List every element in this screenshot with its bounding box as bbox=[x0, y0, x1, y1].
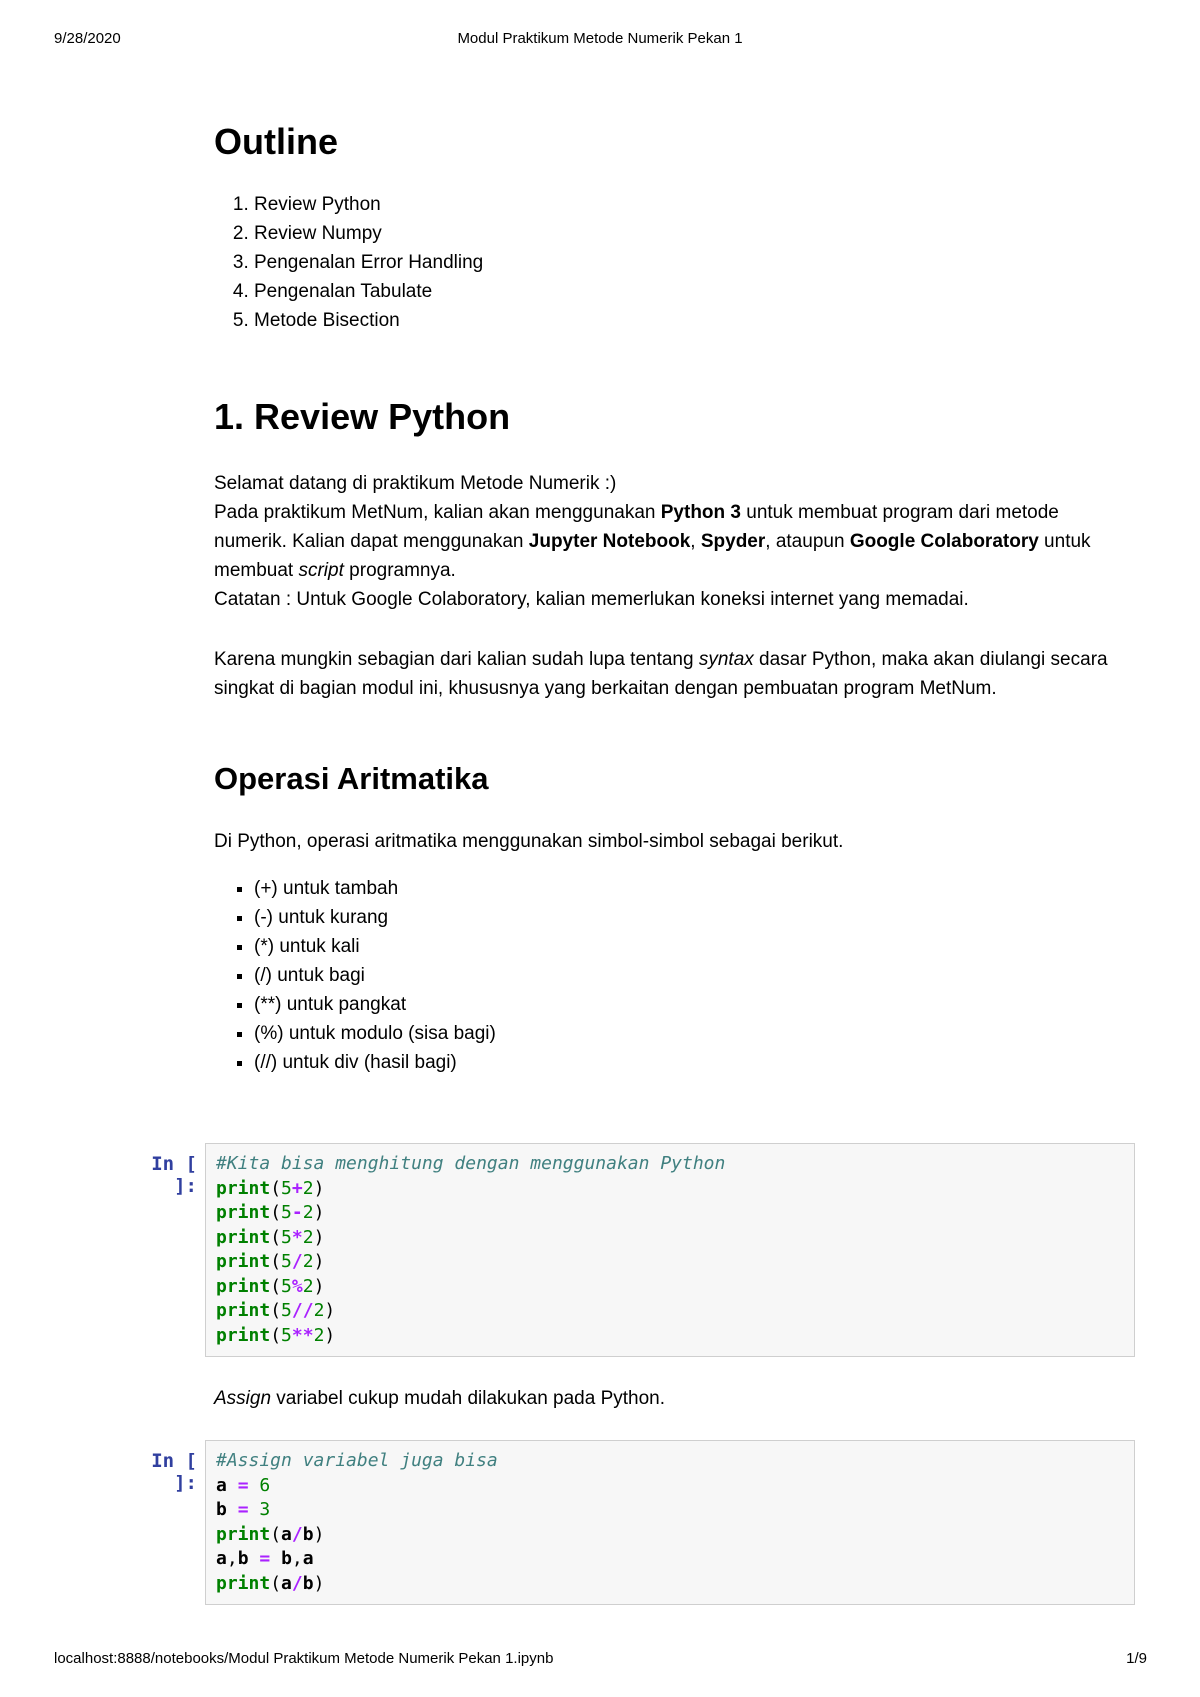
number: 2 bbox=[302, 1226, 314, 1248]
review-python-heading: 1. Review Python bbox=[214, 396, 511, 437]
outline-item: 4. Pengenalan Tabulate bbox=[254, 277, 1114, 306]
number: 2 bbox=[302, 1275, 314, 1297]
print-keyword: print bbox=[216, 1572, 271, 1594]
review-line-welcome: Selamat datang di praktikum Metode Numerik :) bbox=[214, 473, 617, 494]
review-text: Pada praktikum MetNum, kalian akan menggunakan bbox=[214, 502, 661, 523]
operator: / bbox=[291, 1523, 303, 1545]
page-footer-number: 1/9 bbox=[1126, 1650, 1147, 1667]
variable: b bbox=[237, 1548, 249, 1569]
number: 2 bbox=[313, 1324, 325, 1346]
aritmatika-item: ▪ (/) untuk bagi bbox=[254, 961, 1114, 990]
page-header-title: Modul Praktikum Metode Numerik Pekan 1 bbox=[457, 30, 743, 47]
variable: b bbox=[302, 1572, 314, 1594]
review-text: , bbox=[690, 531, 701, 552]
operator: ** bbox=[291, 1324, 314, 1346]
number: 5 bbox=[281, 1251, 292, 1272]
variable: a bbox=[216, 1474, 227, 1496]
aritmatika-item: ▪ (%) untuk modulo (sisa bagi) bbox=[254, 1019, 1114, 1048]
code-comment: #Assign variabel juga bisa bbox=[216, 1450, 498, 1471]
variable: a bbox=[216, 1548, 227, 1569]
operator: + bbox=[291, 1177, 303, 1199]
number: 2 bbox=[313, 1300, 325, 1321]
review-text: Karena mungkin sebagian dari kalian sudah lupa tentang bbox=[214, 649, 699, 670]
script-italic: script bbox=[298, 560, 344, 581]
number: 2 bbox=[302, 1177, 314, 1199]
review-text: untuk membuat program dari metode numerik. Kalian dapat menggunakan bbox=[214, 502, 1059, 552]
aritmatika-item: ▪ (*) untuk kali bbox=[254, 932, 1114, 961]
spyder-bold: Spyder bbox=[700, 531, 766, 552]
print-keyword: print bbox=[216, 1177, 271, 1199]
comma: , bbox=[291, 1548, 303, 1569]
number: 5 bbox=[281, 1324, 292, 1346]
review-paragraph-2 bbox=[214, 645, 1114, 703]
assign-italic: Assign bbox=[214, 1388, 272, 1409]
page-header-date: 9/28/2020 bbox=[54, 30, 121, 47]
outline-item: 5. Metode Bisection bbox=[254, 306, 1114, 335]
aritmatika-item: ▪ (+) untuk tambah bbox=[254, 874, 1114, 903]
outline-item: 2. Review Numpy bbox=[254, 219, 1114, 248]
print-keyword: print bbox=[216, 1202, 271, 1223]
code-cell-assign bbox=[117, 1440, 1137, 1605]
review-text: untuk membuat bbox=[214, 531, 1091, 581]
review-note: Catatan : Untuk Google Colaboratory, kalian memerlukan koneksi internet yang memadai. bbox=[214, 589, 969, 610]
aritmatika-item: ▪ (**) untuk pangkat bbox=[254, 990, 1114, 1019]
code-comment: #Kita bisa menghitung dengan menggunakan Python bbox=[216, 1153, 726, 1174]
print-keyword: print bbox=[216, 1324, 271, 1346]
outline-list bbox=[214, 190, 1114, 335]
cell-prompt: In [ ]: bbox=[151, 1450, 197, 1494]
operator: * bbox=[291, 1226, 303, 1248]
print-keyword: print bbox=[216, 1275, 271, 1297]
print-keyword: print bbox=[216, 1300, 271, 1321]
print-keyword: print bbox=[216, 1251, 271, 1272]
code-input-assign[interactable]: #Assign variabel juga bisa a = 6 b = 3 print(a/b) a,b = b,a print(a/b) bbox=[205, 1440, 1135, 1605]
print-keyword: print bbox=[216, 1226, 271, 1248]
operator: / bbox=[291, 1572, 303, 1594]
number: 5 bbox=[281, 1177, 292, 1199]
number: 5 bbox=[281, 1202, 292, 1223]
outline-heading: Outline bbox=[214, 121, 338, 162]
aritmatika-item: ▪ (//) untuk div (hasil bagi) bbox=[254, 1048, 1114, 1077]
syntax-italic: syntax bbox=[698, 649, 754, 670]
outline-item: 1. Review Python bbox=[254, 190, 1114, 219]
variable: a bbox=[302, 1548, 314, 1569]
number: 2 bbox=[302, 1251, 314, 1272]
print-keyword: print bbox=[216, 1523, 271, 1545]
colab-bold: Google Colaboratory bbox=[849, 531, 1039, 552]
number: 5 bbox=[281, 1300, 292, 1321]
operator: // bbox=[291, 1300, 314, 1321]
operator: % bbox=[291, 1275, 303, 1297]
variable: b bbox=[281, 1548, 292, 1569]
jupyter-bold: Jupyter Notebook bbox=[528, 531, 691, 552]
review-text: , ataupun bbox=[765, 531, 850, 552]
review-text: programnya. bbox=[343, 560, 456, 581]
python3-bold: Python 3 bbox=[660, 502, 741, 523]
notebook-content bbox=[214, 120, 1114, 1077]
number: 5 bbox=[281, 1226, 292, 1248]
variable: a bbox=[281, 1572, 292, 1594]
operator: = bbox=[237, 1474, 249, 1496]
number: 2 bbox=[302, 1202, 314, 1223]
aritmatika-list bbox=[214, 874, 1114, 1077]
number: 5 bbox=[281, 1275, 292, 1297]
page-footer-url: localhost:8888/notebooks/Modul Praktikum Metode Numerik Pekan 1.ipynb bbox=[54, 1650, 554, 1667]
code-input-arithmetic[interactable]: #Kita bisa menghitung dengan menggunakan Python print(5+2) print(5-2) print(5*2) print(5/2) print(5%2) print(5//2) print(5**2) bbox=[205, 1143, 1135, 1357]
assign-text: variabel cukup mudah dilakukan pada Python. bbox=[271, 1388, 666, 1409]
operator: = bbox=[259, 1548, 271, 1569]
operasi-aritmatika-heading: Operasi Aritmatika bbox=[214, 761, 489, 796]
variable: b bbox=[216, 1499, 227, 1520]
review-paragraph-1 bbox=[214, 469, 1114, 614]
variable: b bbox=[302, 1523, 314, 1545]
operator: - bbox=[291, 1202, 303, 1223]
comma: , bbox=[226, 1548, 238, 1569]
assign-paragraph bbox=[214, 1384, 1114, 1413]
outline-item: 3. Pengenalan Error Handling bbox=[254, 248, 1114, 277]
code-cell-arithmetic bbox=[117, 1143, 1137, 1357]
cell-prompt: In [ ]: bbox=[151, 1153, 197, 1197]
number: 6 bbox=[259, 1474, 271, 1496]
aritmatika-intro: Di Python, operasi aritmatika menggunakan simbol-simbol sebagai berikut. bbox=[214, 831, 844, 852]
variable: a bbox=[281, 1523, 292, 1545]
number: 3 bbox=[259, 1499, 271, 1520]
operator: / bbox=[291, 1251, 303, 1272]
operator: = bbox=[237, 1499, 249, 1520]
aritmatika-item: ▪ (-) untuk kurang bbox=[254, 903, 1114, 932]
review-text: dasar Python, maka akan diulangi secara singkat di bagian modul ini, khususnya yang berkaitan dengan pembuatan program MetNum. bbox=[214, 649, 1108, 699]
